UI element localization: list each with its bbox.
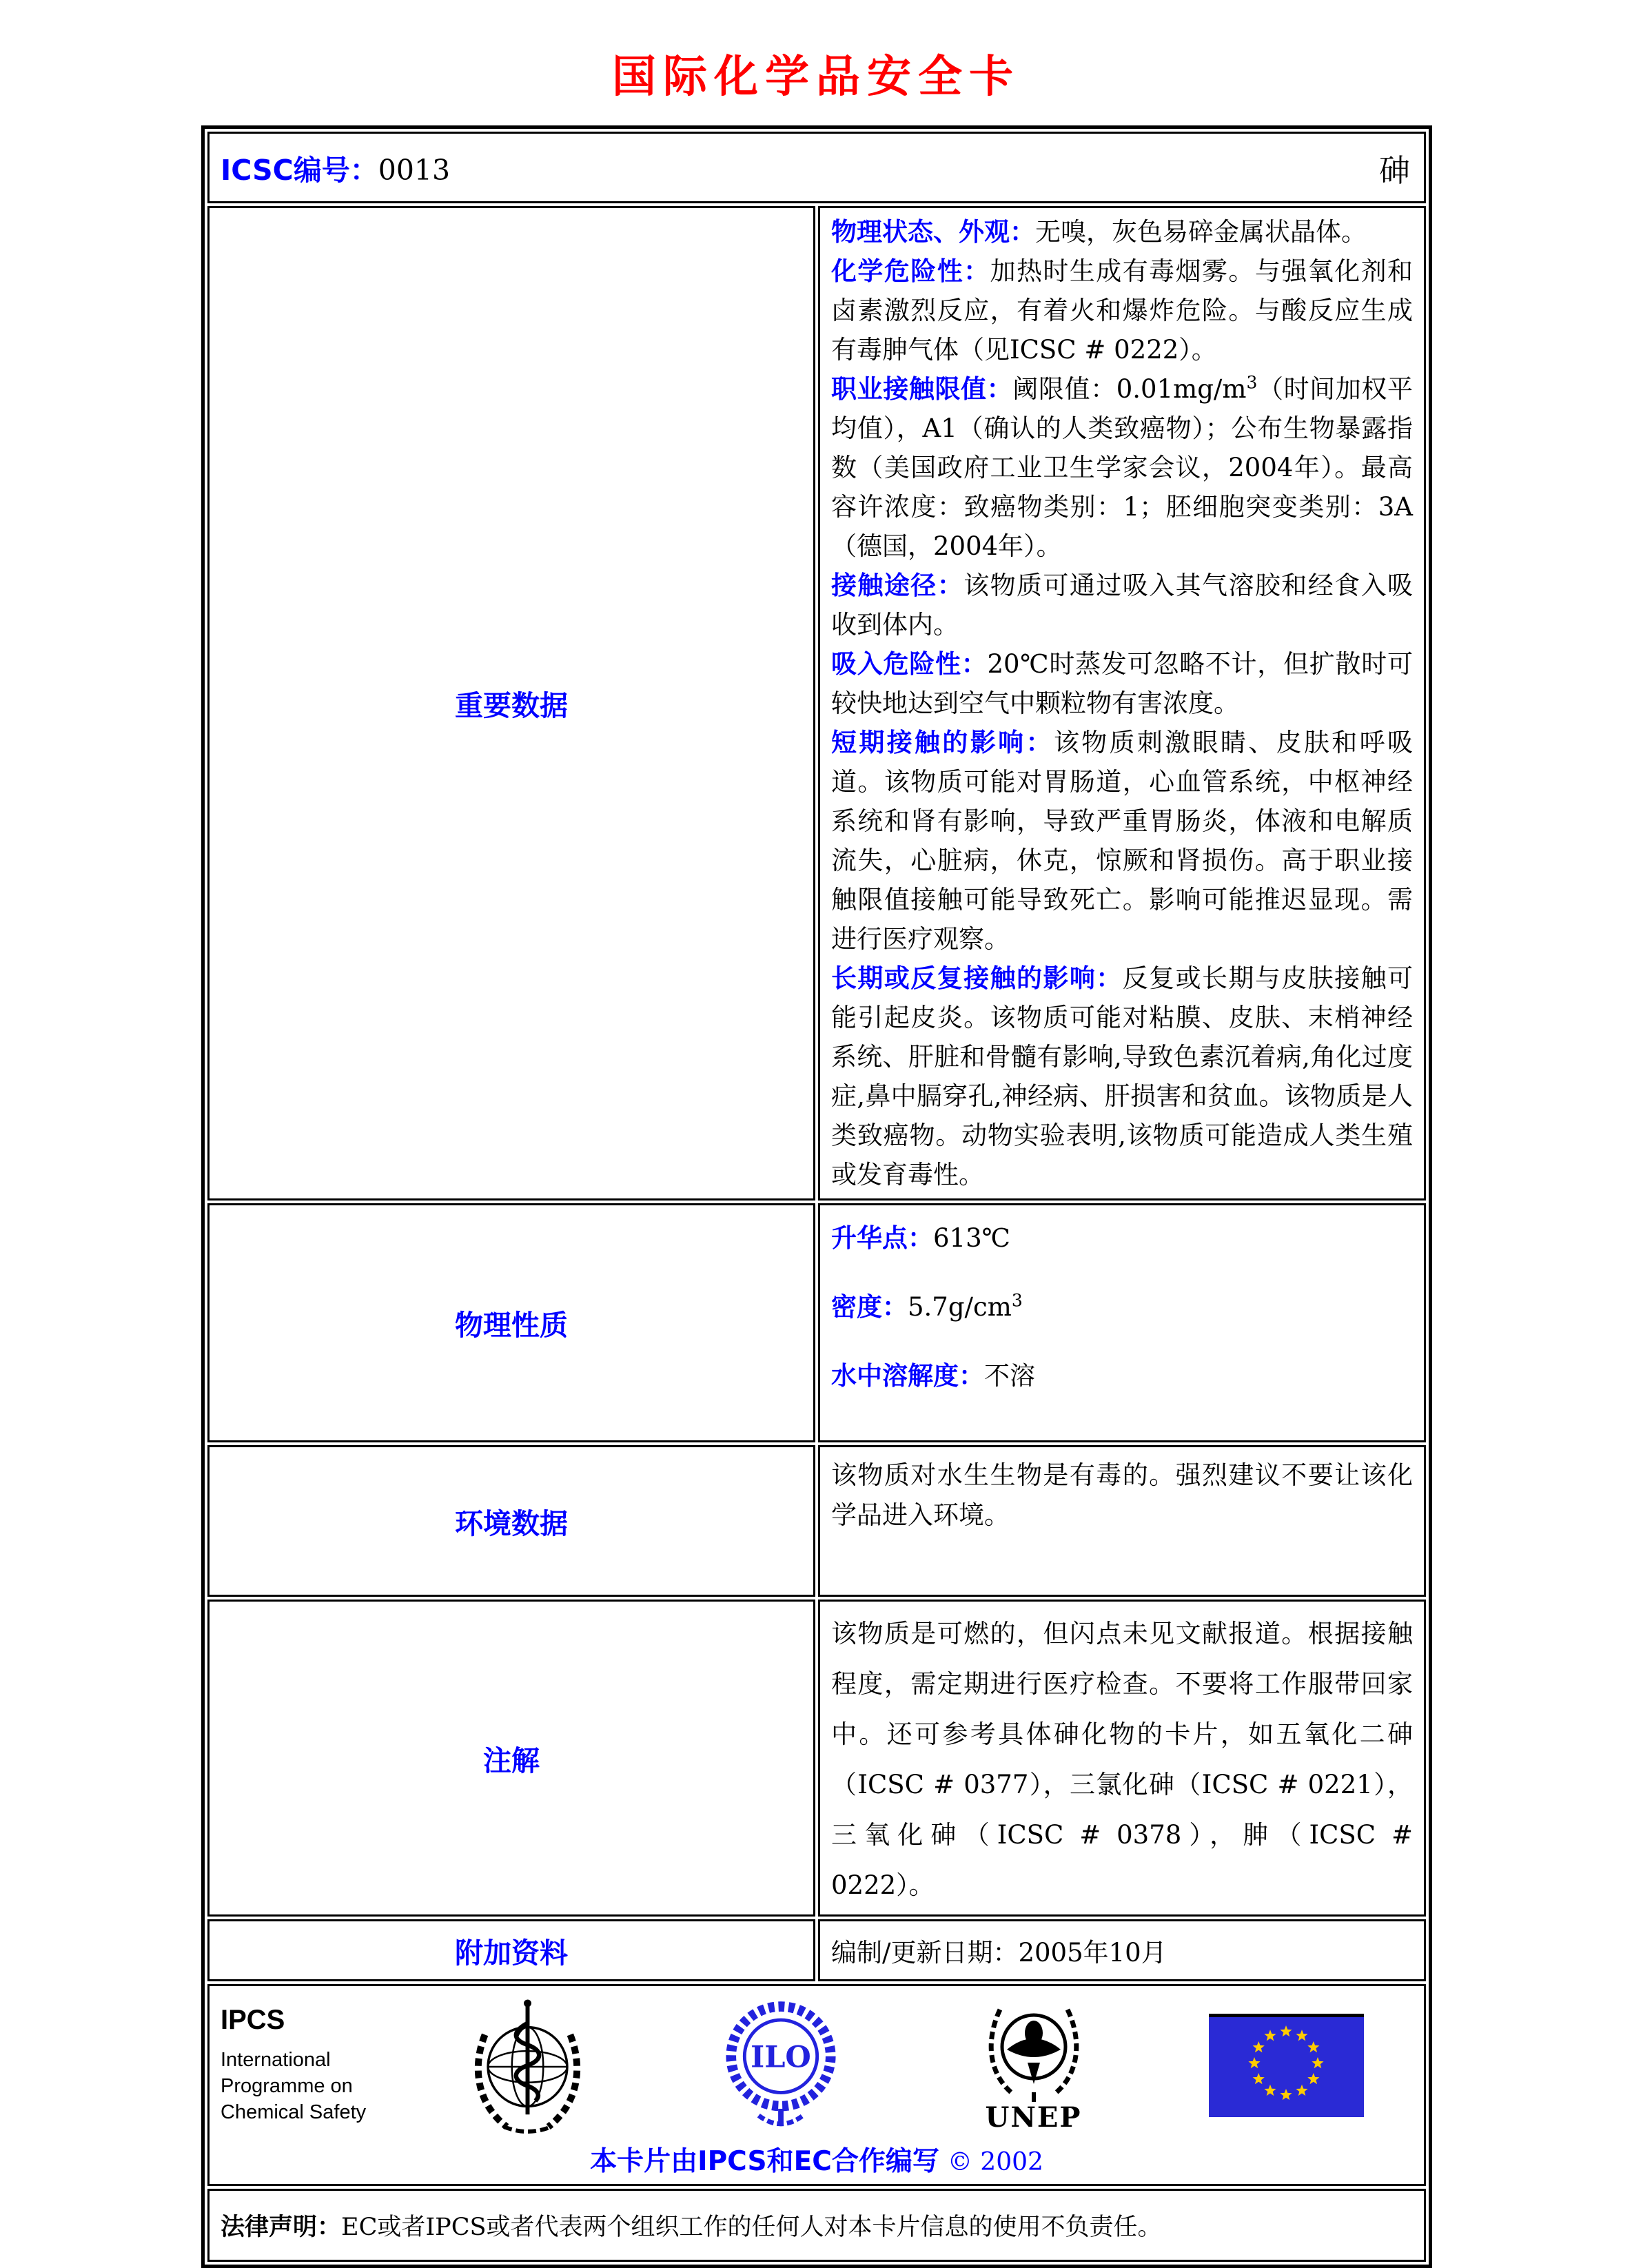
notes-row	[207, 1600, 1426, 1917]
physical-item	[831, 1357, 1413, 1396]
ipcs-subtitle-line1: International	[221, 2049, 331, 2071]
physical-item	[831, 1219, 1413, 1258]
section-label-environmental-data: 环境数据	[455, 1506, 568, 1540]
important-item	[831, 212, 1413, 252]
item-text: 该物质可通过吸入其气溶胶和经食入吸收到体内。	[831, 571, 1414, 640]
important-item	[831, 369, 1413, 566]
important-item	[831, 644, 1413, 723]
environmental-text: 该物质对水生生物是有毒的。强烈建议不要让该化学品进入环境。	[831, 1460, 1413, 1530]
ilo-logo-box	[654, 1994, 907, 2136]
item-text: （时间加权平均值），A1（确认的人类致癌物）；公布生物暴露指数（美国政府工业卫生学家会议，2004年）。最高容许浓度：致癌物类别：1；胚细胞突变类别：3A（德国，2004年）。	[831, 374, 1414, 561]
legal-text: EC或者IPCS或者代表两个组织工作的任何人对本卡片信息的使用不负责任。	[341, 2214, 1162, 2241]
important-item	[831, 566, 1413, 644]
environmental-data-row	[207, 1445, 1426, 1597]
legal-term: 法律声明：	[221, 2214, 342, 2241]
physical-properties-label-cell	[207, 1203, 815, 1442]
item-text: 不溶	[984, 1361, 1035, 1391]
item-text: 该物质刺激眼睛、皮肤和呼吸道。该物质可能对胃肠道，心血管系统，中枢神经系统和肾有影响，导致严重胃肠炎，体液和电解质流失，心脏病，休克，惊厥和肾损伤。高于职业接触限值接触可能导致死亡。影响可能推迟显现。需进行医疗观察。	[831, 728, 1414, 954]
legal-statement	[221, 2208, 1413, 2243]
notes-text: 该物质是可燃的，但闪点未见文献报道。根据接触程度，需定期进行医疗检查。不要将工作服带回家中。还可参考具体砷化物的卡片，如五氧化二砷（ICSC # 0377），三氯化砷（ICSC # 0221），三氧化砷（ICSC # 0378），胂（ICSC # 0222）。	[831, 1619, 1413, 1900]
item-term: 职业接触限值：	[831, 374, 1013, 404]
item-term: 化学危险性：	[831, 256, 990, 286]
who-logo-icon	[464, 1997, 591, 2134]
icsc-header-cell	[207, 132, 1426, 203]
item-text: 20℃时蒸发可忽略不计，但扩散时可较快地达到空气中颗粒物有害浓度。	[831, 649, 1413, 718]
additional-info-content	[818, 1919, 1426, 1981]
logos-strip	[221, 1994, 1413, 2136]
logos-cell	[207, 1984, 1426, 2186]
ipcs-title: IPCS	[221, 2005, 285, 2035]
item-text: 无嗅，灰色易碎金属状晶体。	[1035, 217, 1367, 247]
physical-properties-content	[818, 1203, 1426, 1442]
section-label-notes: 注解	[483, 1744, 540, 1777]
who-logo-box	[401, 1997, 654, 2134]
item-text: 阈限值：0.01mg/m	[1012, 374, 1247, 404]
important-item	[831, 723, 1413, 959]
update-date-text: 编制/更新日期：2005年10月	[831, 1938, 1167, 1968]
important-item	[831, 959, 1413, 1194]
environmental-data-content	[818, 1445, 1426, 1597]
ipcs-text-block	[221, 2005, 401, 2125]
physical-properties-row	[207, 1203, 1426, 1442]
notes-content	[818, 1600, 1426, 1917]
ilo-letters: ILO	[750, 2040, 811, 2075]
superscript: 3	[1011, 1290, 1023, 1311]
important-item	[831, 252, 1413, 369]
superscript: 3	[1246, 372, 1258, 393]
chemical-name: 砷	[1378, 152, 1410, 189]
additional-info-label-cell	[207, 1919, 815, 1981]
item-text: 5.7g/cm	[908, 1292, 1012, 1322]
item-term: 水中溶解度：	[831, 1361, 984, 1391]
important-data-label-cell	[207, 206, 815, 1201]
item-term: 物理状态、外观：	[831, 217, 1035, 247]
ilo-logo-icon	[722, 1994, 839, 2136]
logos-row	[207, 1984, 1426, 2186]
legal-row	[207, 2189, 1426, 2262]
icsc-card-table	[201, 125, 1432, 2268]
section-label-important-data: 重要数据	[455, 689, 568, 722]
copyright-text: © 2002	[947, 2148, 1043, 2176]
legal-cell	[207, 2189, 1426, 2262]
item-term: 接触途径：	[831, 571, 964, 600]
page-title: 国际化学品安全卡	[612, 51, 1020, 103]
cooperation-caption	[221, 2140, 1413, 2178]
header-row	[207, 132, 1426, 203]
ipcs-subtitle-line2: Programme on	[221, 2075, 353, 2097]
icsc-number-value: 0013	[378, 153, 451, 187]
icsc-number-label: ICSC编号：	[221, 153, 378, 187]
item-term: 短期接触的影响：	[831, 728, 1054, 757]
icsc-number-group	[221, 147, 450, 188]
section-label-physical-properties: 物理性质	[455, 1309, 568, 1342]
item-term: 长期或反复接触的影响：	[831, 963, 1123, 993]
physical-item	[831, 1288, 1413, 1327]
section-label-additional-info: 附加资料	[455, 1936, 568, 1970]
ipcs-subtitle-line3: Chemical Safety	[221, 2101, 367, 2123]
item-text: 反复或长期与皮肤接触可能引起皮炎。该物质可能对粘膜、皮肤、末梢神经系统、肝脏和骨髓有影响,导致色素沉着病,角化过度症,鼻中膈穿孔,神经病、肝损害和贫血。该物质是人类致癌物。动物实验表明,该物质可能造成人类生殖或发育毒性。	[831, 963, 1414, 1189]
notes-label-cell	[207, 1600, 815, 1917]
unep-label: UNEP	[985, 2101, 1082, 2134]
unep-logo-box	[907, 1997, 1160, 2134]
item-text: 613℃	[933, 1223, 1011, 1253]
item-text: 加热时生成有毒烟雾。与强氧化剂和卤素激烈反应，有着火和爆炸危险。与酸反应生成有毒胂气体（见ICSC # 0222）。	[831, 256, 1414, 365]
additional-info-row	[207, 1919, 1426, 1981]
item-term: 吸入危险性：	[831, 649, 988, 679]
unep-logo-icon	[975, 1997, 1092, 2104]
eu-flag-icon	[1209, 2014, 1364, 2117]
important-data-content	[818, 206, 1426, 1201]
important-data-row	[207, 206, 1426, 1201]
item-term: 密度：	[831, 1292, 908, 1322]
item-term: 升华点：	[831, 1223, 933, 1253]
eu-flag-box	[1160, 2014, 1413, 2117]
caption-text: 本卡片由IPCS和EC合作编写	[590, 2146, 939, 2177]
environmental-data-label-cell	[207, 1445, 815, 1597]
